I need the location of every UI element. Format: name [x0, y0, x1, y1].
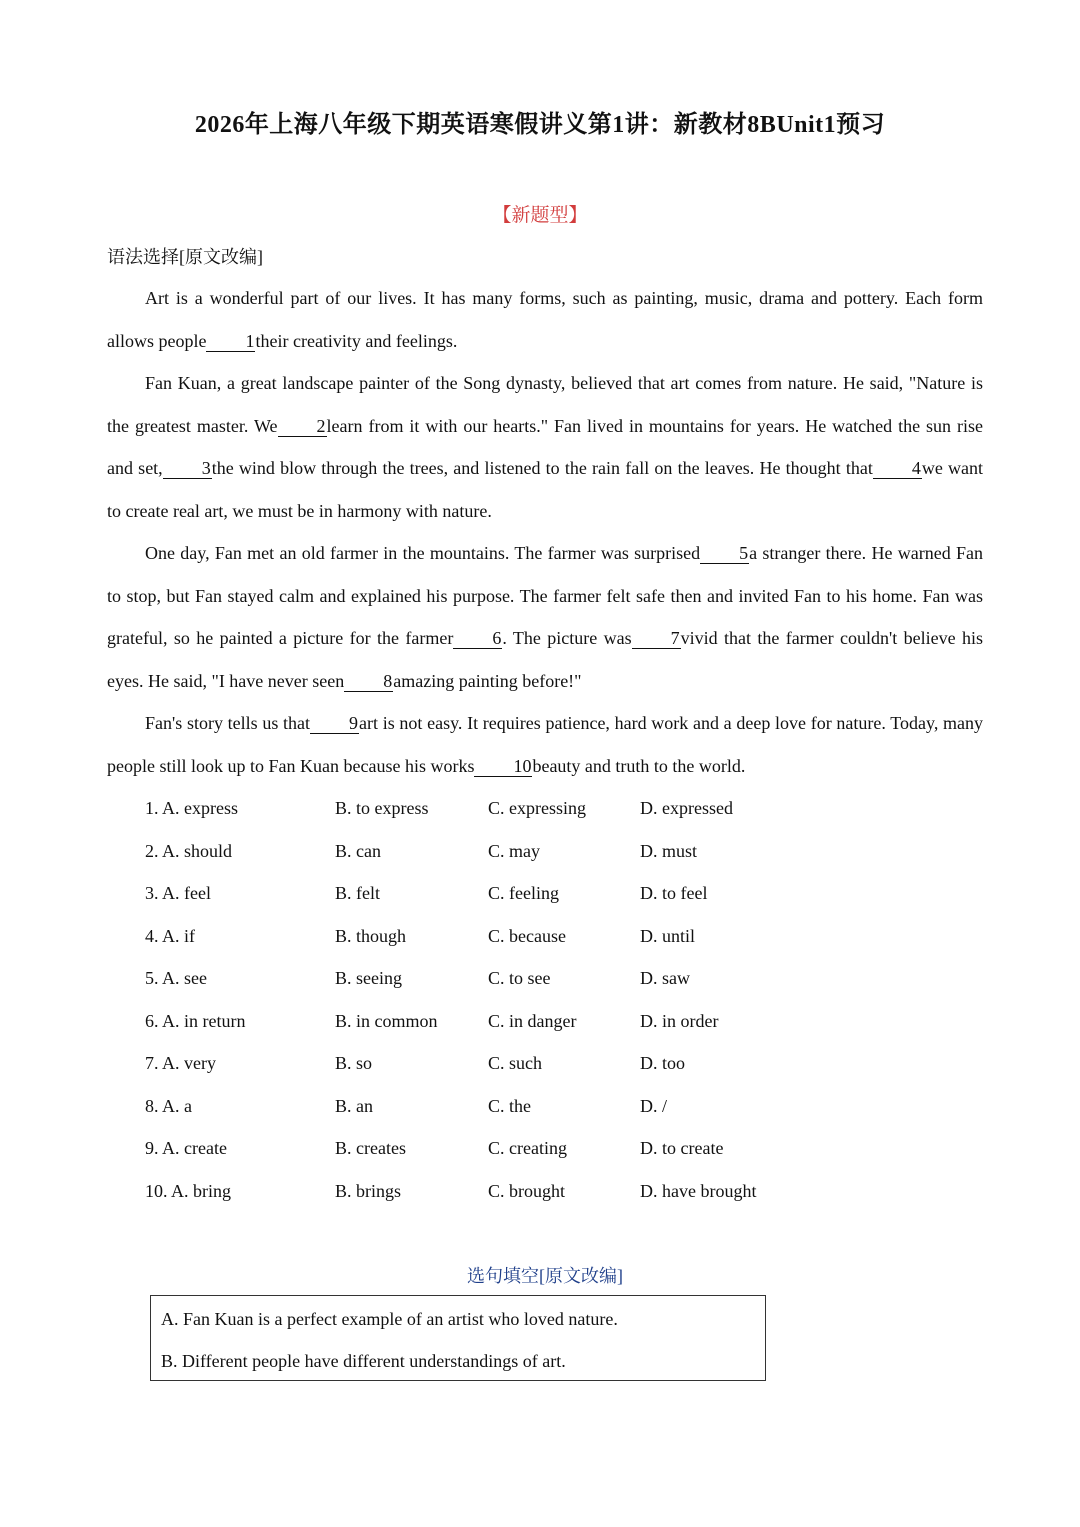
option-c: C. expressing — [488, 798, 586, 818]
question-type-tag: 【新题型】 — [492, 205, 588, 226]
passage-paragraph — [107, 277, 983, 362]
option-d: D. until — [640, 925, 696, 946]
passage-text: amazing painting before!" — [393, 670, 582, 691]
option-b: B. felt — [335, 883, 380, 903]
passage-text: art is not easy. It requires patience, hard work and a deep love for nature. Today, many people still look up to Fan Kuan because his works — [107, 713, 983, 776]
option-d: D. / — [640, 1095, 667, 1116]
option-b: B. so — [335, 1053, 373, 1073]
option-d: D. must — [640, 840, 698, 861]
passage-text: beauty and truth to the world. — [532, 755, 746, 776]
option-row — [145, 872, 800, 915]
option-a: 3. A. feel — [145, 883, 211, 903]
option-a: 5. A. see — [145, 968, 207, 988]
blank-2: 2 — [278, 416, 327, 437]
blank-9: 9 — [310, 713, 359, 734]
section-grammar-choice-label: 语法选择[原文改编] — [107, 247, 263, 267]
option-b: B. in common — [335, 1010, 438, 1031]
option-a: 9. A. create — [145, 1138, 227, 1158]
section-sentence-fill-title: 选句填空[原文改编] — [467, 1266, 623, 1286]
option-b: B. seeing — [335, 968, 402, 988]
option-d: D. saw — [640, 968, 690, 988]
blank-10: 10 — [474, 756, 532, 777]
sentence-options-box — [150, 1295, 766, 1381]
option-b: B. though — [335, 925, 407, 946]
option-c: C. the — [488, 1095, 531, 1116]
sentence-option-a: A. Fan Kuan is a perfect example of an artist who loved nature. — [161, 1309, 618, 1329]
option-row — [145, 915, 800, 958]
blank-6: 6 — [453, 628, 502, 649]
option-row — [145, 1042, 800, 1085]
option-row — [145, 1085, 800, 1128]
option-b: B. can — [335, 840, 381, 861]
blank-4: 4 — [873, 458, 922, 479]
blank-8: 8 — [344, 671, 393, 692]
reading-passage — [107, 277, 983, 787]
passage-text: Fan Kuan, a great landscape painter of the Song dynasty, believed that art comes from nature. He said, "Nature is the greatest master. We — [107, 373, 983, 436]
passage-text: One day, Fan met an old farmer in the mountains. The farmer was surprised — [145, 543, 701, 563]
option-b: B. to express — [335, 798, 429, 818]
passage-paragraph — [107, 702, 983, 787]
option-d: D. in order — [640, 1010, 719, 1031]
option-d: D. expressed — [640, 798, 733, 818]
option-b: B. an — [335, 1095, 373, 1116]
option-d: D. too — [640, 1053, 685, 1073]
option-a: 2. A. should — [145, 840, 233, 861]
option-c: C. in danger — [488, 1010, 577, 1031]
option-c: C. may — [488, 840, 540, 861]
sentence-option-b: B. Different people have different understandings of art. — [161, 1351, 566, 1371]
option-c: C. because — [488, 925, 566, 946]
answer-options — [145, 787, 800, 1212]
passage-paragraph — [107, 362, 983, 532]
option-row — [145, 830, 800, 873]
blank-7: 7 — [632, 628, 681, 649]
blank-3: 3 — [163, 458, 212, 479]
passage-text: learn from it with our hearts." Fan lived in mountains for years. He watched the sun rise and set, — [107, 415, 983, 478]
option-a: 1. A. express — [145, 798, 238, 818]
blank-5: 5 — [700, 543, 749, 564]
option-b: B. creates — [335, 1138, 406, 1158]
option-a: 7. A. very — [145, 1053, 216, 1073]
option-a: 8. A. a — [145, 1095, 192, 1116]
passage-text: their creativity and feelings. — [255, 330, 458, 351]
option-c: C. feeling — [488, 883, 559, 903]
passage-text: a stranger there. He warned Fan to stop, but Fan stayed calm and explained his purpose. The farmer felt safe then and invited Fan to his home. Fan was grateful, so he painted a picture for the farmer — [107, 543, 983, 648]
option-d: D. to create — [640, 1138, 724, 1158]
option-b: B. brings — [335, 1180, 402, 1201]
option-a: 6. A. in return — [145, 1010, 246, 1031]
passage-text: . The picture was — [502, 628, 632, 648]
passage-text: vivid that the farmer couldn't believe his eyes. He said, "I have never seen — [107, 628, 983, 691]
option-a: 10. A. bring — [145, 1180, 232, 1201]
option-d: D. to feel — [640, 883, 708, 903]
option-row — [145, 957, 800, 1000]
blank-1: 1 — [206, 331, 255, 352]
option-a: 4. A. if — [145, 925, 196, 946]
passage-text: we want to create real art, we must be in harmony with nature. — [107, 458, 983, 521]
option-c: C. brought — [488, 1180, 566, 1201]
passage-text: Fan's story tells us that — [145, 713, 311, 733]
option-c: C. creating — [488, 1138, 567, 1158]
option-c: C. such — [488, 1053, 542, 1073]
option-d: D. have brought — [640, 1180, 757, 1201]
option-row — [145, 1127, 800, 1170]
passage-text: the wind blow through the trees, and listened to the rain fall on the leaves. He thought that — [211, 458, 873, 478]
option-row — [145, 1170, 800, 1213]
passage-text: Art is a wonderful part of our lives. It has many forms, such as painting, music, drama and pottery. Each form allows people — [107, 288, 983, 351]
passage-paragraph — [107, 532, 983, 702]
option-c: C. to see — [488, 968, 551, 988]
option-row — [145, 1000, 800, 1043]
option-row — [145, 787, 800, 830]
page-title: 2026年上海八年级下期英语寒假讲义第1讲：新教材8BUnit1预习 — [194, 112, 886, 138]
